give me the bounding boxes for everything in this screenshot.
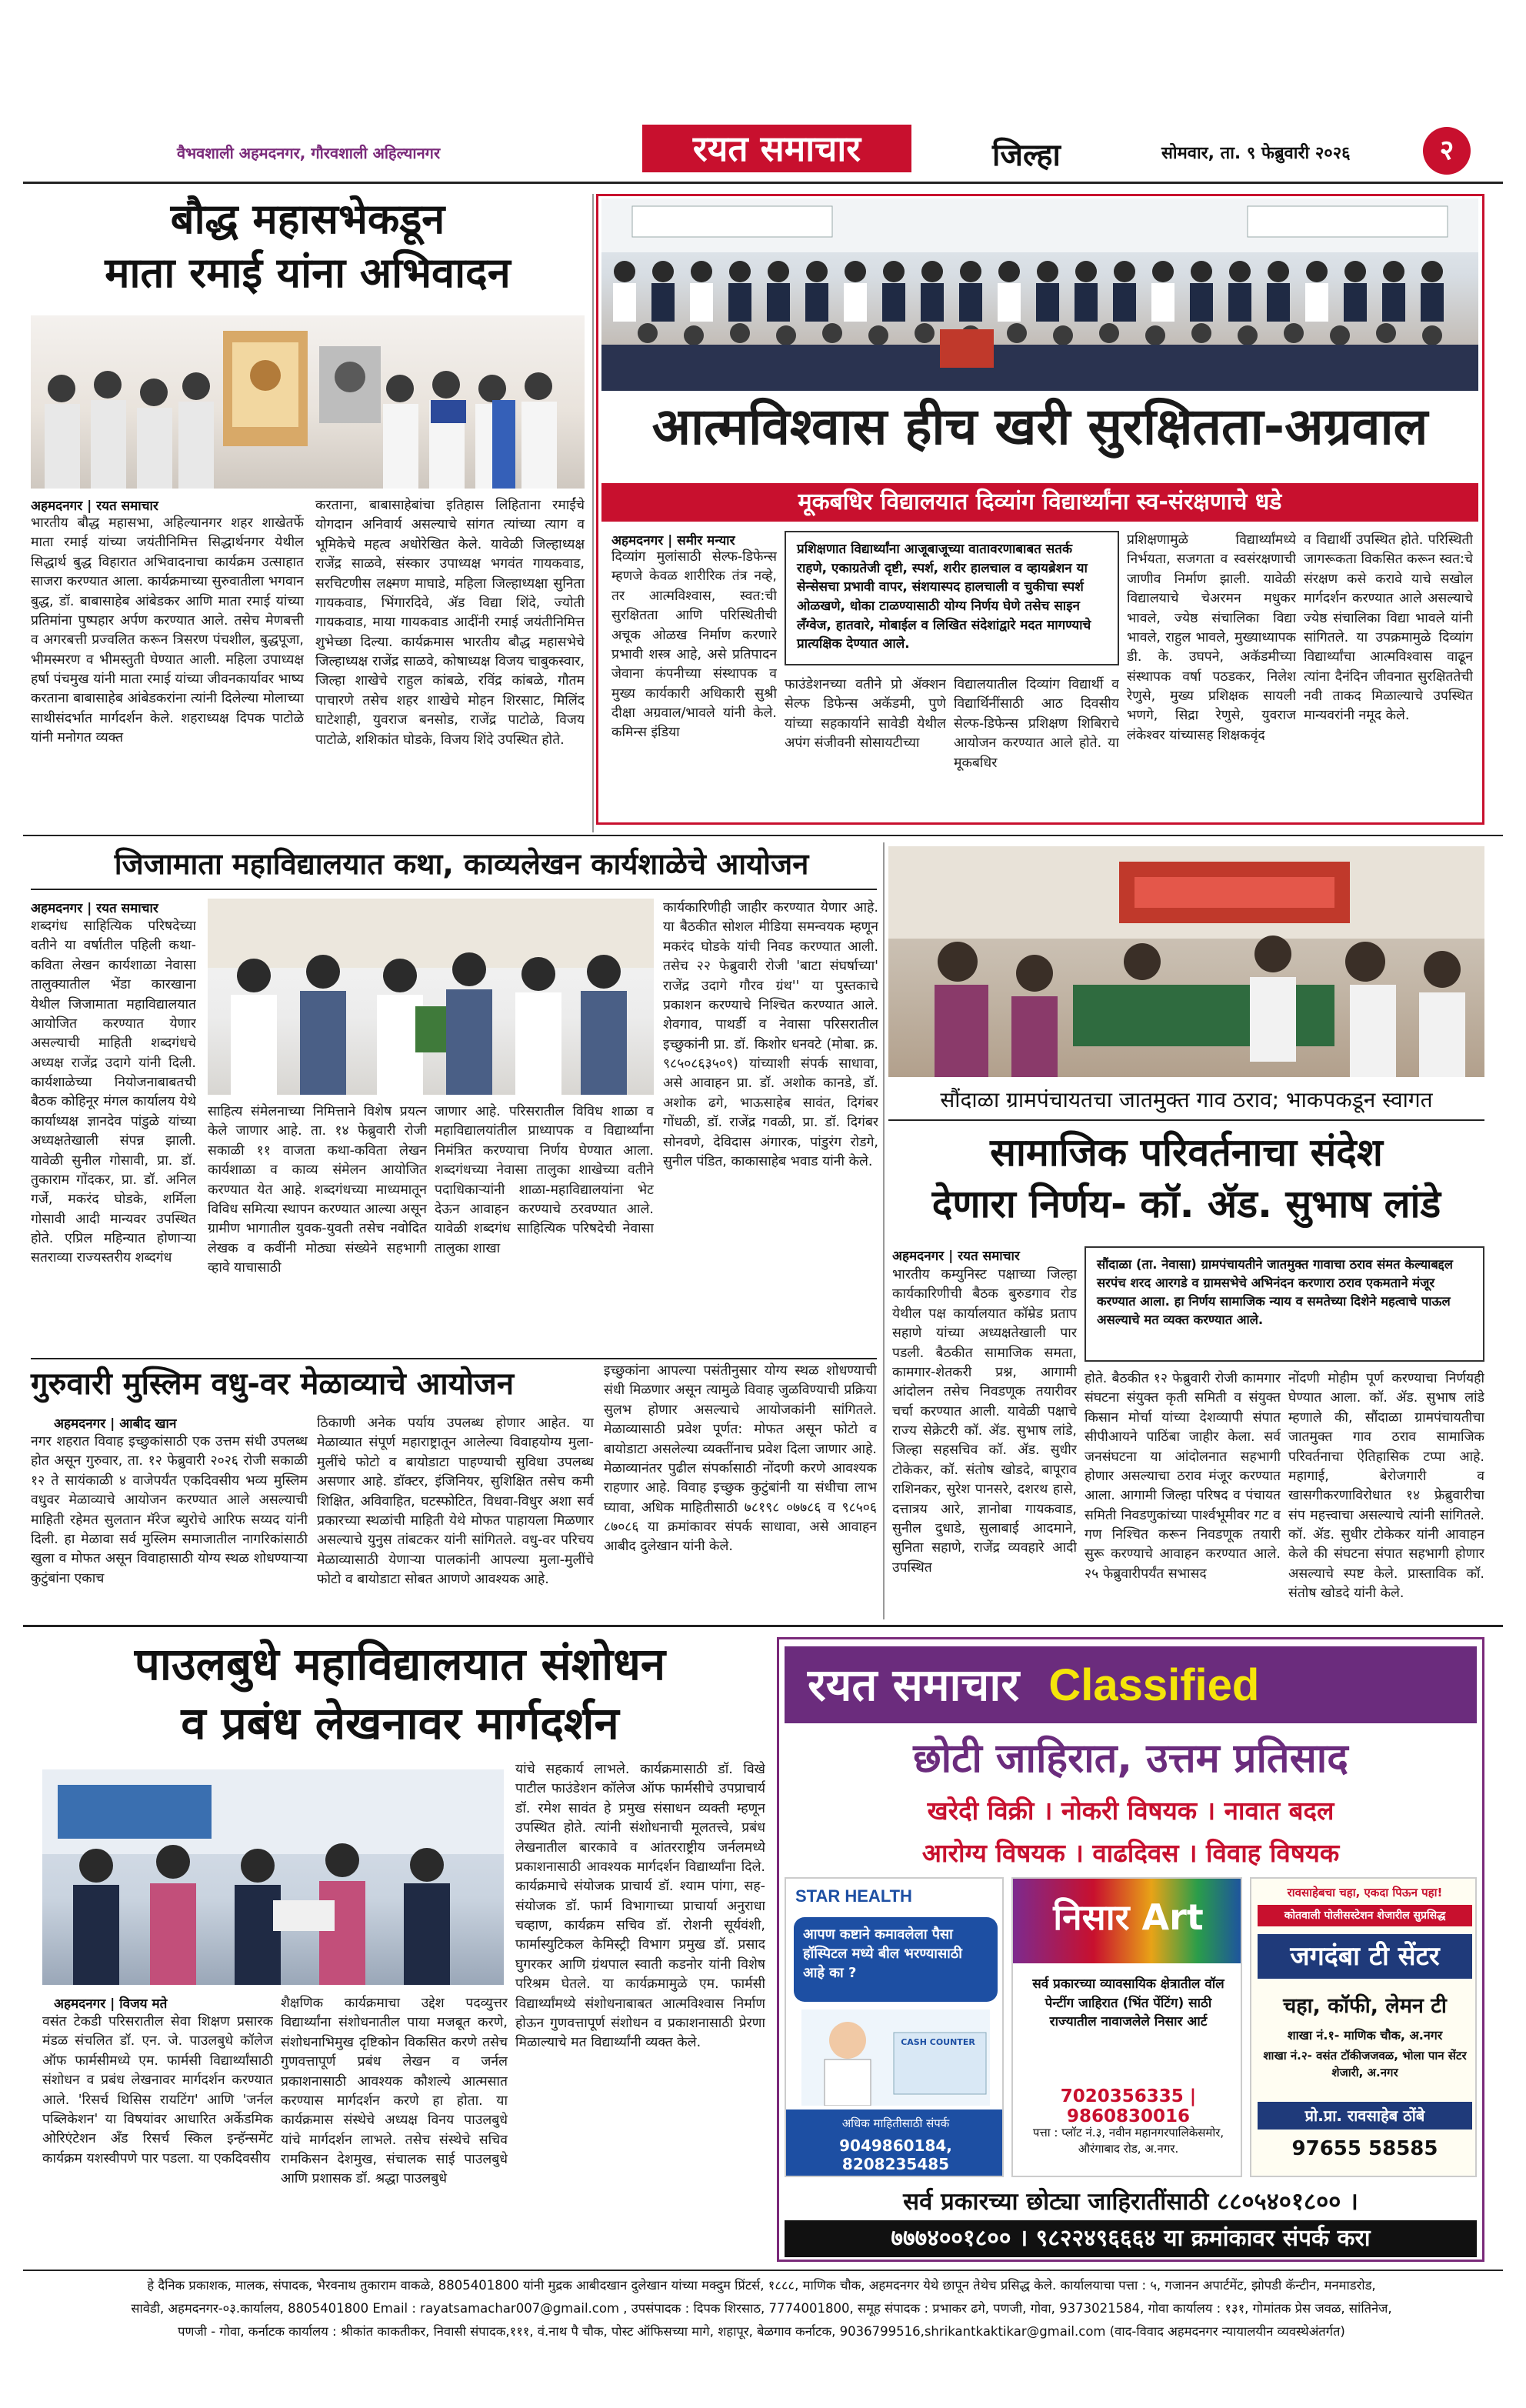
ad1-contact-label: अधिक माहितीसाठी संपर्क — [841, 2116, 950, 2130]
story2-photo-illustration — [601, 198, 1478, 391]
story1-photo — [31, 315, 585, 489]
ad1-illustration — [801, 2009, 990, 2106]
story2-column-4: प्रशिक्षणामुळे विद्यार्थ्यांमध्ये निर्भयता, सजगता व स्वसंरक्षणाची जाणीव निर्माण झाली. यावेळी विद्यालयाचे चेअरमन मधुकर भावले, ज्येष्ठ संचालिका विद्या भावले, राहुल भावले, मुख्याध्यापक डी. के. उघपने, अकॅडमीच्या संस्थापक वर्षा पठडकर, निलेश रेणुसे, मुख्य प्रशिक्षक सायली भणगे, सिद्रा रेणुसे, युवराज लंकेश्वर यांच्यासह शिक्षकवृंद — [1127, 532, 1296, 743]
story1-headline-line1: बौद्ध महासभेकडून — [170, 195, 445, 243]
ad3-title: जगदंबा टी सेंटर — [1258, 1934, 1472, 1979]
story3-photo-illustration — [208, 899, 654, 1095]
masthead-rule — [23, 182, 1503, 184]
story5-column-2: ठिकाणी अनेक पर्याय उपलब्ध होणार आहेत. या मेळाव्यात संपूर्ण महाराष्ट्रातून आलेल्या विवाहयोग्य मुला-मुलींचे फोटो व बायोडाटा पाहण्याची सुविधा उपलब्ध असणार आहे. डॉक्टर, इंजिनियर, सुशिक्षित तसेच कमी शिक्षित, अविवाहित, घटस्फोटित, विधवा-विधुर अशा सर्व प्रकारच्या स्थळांची माहिती येथे मोफत पाहायला मिळणार असल्याचे युनुस तांबटकर यांनी सांगितले. वधु-वर परिचय मेळाव्यासाठी येणाऱ्या पालकांनी आपल्या मुला-मुलींचे फोटो व बायोडाटा सोबत आणणे आवश्यक आहे. — [317, 1416, 594, 1587]
story6-headline-line1: पाउलबुधे महाविद्यालयात संशोधन — [134, 1638, 666, 1690]
story4-column-2: होते. बैठकीत १२ फेब्रुवारी रोजी कामगार संघटना संयुक्त कृती समिती व संयुक्त किसान मोर्चा यांच्या देशव्यापी संपात सीपीआयने पाठिंबा जाहीर केला. सर्व जनसंघटना या आंदोलनात सहभागी होणार असल्याचा ठराव मंजूर करण्यात आला. आगामी जिल्हा परिषद व पंचायत समिती निवडणुकांच्या पार्श्वभूमीवर गट व गण निश्चित करून निवडणूक तयारी सुरू करण्याचे आवाहन करण्यात आले. २५ फेब्रुवारीपर्यंत सभासद — [1085, 1371, 1281, 1582]
story1-headline-line2: माता रमाई यांना अभिवादन — [105, 248, 511, 297]
classified-title-right: Classified — [1048, 1660, 1260, 1710]
classified-categories-row2: आरोग्य विषयक । वाढदिवस । विवाह विषयक — [921, 1838, 1340, 1868]
story4-photo — [888, 846, 1484, 1077]
ad-jagdamba-tea — [1250, 1877, 1477, 2177]
story1-column-1: भारतीय बौद्ध महासभा, अहिल्यानगर शहर शाखेतर्फे माता रमाई यांच्या जयंतीनिमित्त सिद्धार्थनगर येथील सिद्धार्थ बुद्ध विहारात अभिवादनाचा कार्यक्रम उत्साहात साजरा करण्यात आला. कार्यक्रमाच्या सुरुवातीला भगवान बुद्ध, डॉ. बाबासाहेब आंबेडकर आणि माता रमाई यांच्या प्रतिमांना पुष्पहार अर्पण करण्यात आले. तसेच मेणबत्ती व अगरबत्ती प्रज्वलित करून त्रिसरण पंचशील, बुद्धपूजा, भीमस्मरण व भीमस्तुती घेण्यात आली. महिला उपाध्यक्ष हर्षा पंचमुख यांनी माता रमाई यांच्या जीवनकार्यावर भाष्य करताना बाबासाहेब आंबेडकरांना त्यांनी दिलेल्या मोलाच्या साथीसंदर्भात मार्गदर्शन केले. शहराध्यक्ष दिपक पाटोळे यांनी मनोगत व्यक्त — [31, 515, 304, 746]
story6-photo — [42, 1769, 504, 1985]
story6-photo-illustration — [42, 1769, 504, 1985]
story4-byline: अहमदनगर | रयत समाचार — [892, 1249, 1020, 1264]
story2-byline: अहमदनगर | समीर मन्यार — [611, 533, 735, 549]
story2-pull-quote: प्रशिक्षणात विद्यार्थ्यांना आजूबाजूच्या वातावरणाबाबत सतर्क राहणे, एकाग्रतेजी दृष्टी, स्पर्श, शरीर हालचाल व व्हायब्रेशन या सेन्सेसचा प्रभावी वापर, संशयास्पद हालचाली व चुकीचा स्पर्श ओळखणे, धोका टाळण्यासाठी योग्य निर्णय घेणे तसेच साइन लँग्वेज, हातवारे, मोबाईल व लिखित संदेशांद्वारे मदत मागण्याचे प्रात्यक्षिक देण्यात आले. — [785, 531, 1119, 665]
ad3-tagline: रावसाहेबचा चहा, एकदा पिऊन पहा! — [1287, 1886, 1443, 1899]
story4-photo-caption: सौंदाळा ग्रामपंचायतचा जातमुक्त गाव ठराव; भाकपकडून स्वागत — [940, 1087, 1433, 1112]
story3-photo — [208, 899, 654, 1095]
classified-contact-line2: ७७७४००१८०० । ९८२२४९६६६४ या क्रमांकावर संपर्क करा — [785, 2220, 1477, 2257]
masthead-date: सोमवार, ता. ९ फेब्रुवारी २०२६ — [1161, 144, 1351, 163]
story6-column-3: यांचे सहकार्य लाभले. कार्यक्रमासाठी डॉ. विखे पाटील फाउंडेशन कॉलेज ऑफ फार्मसीचे उपप्राचार्य डॉ. रमेश सावंत हे प्रमुख संसाधन व्यक्ती म्हणून उपस्थित होते. त्यांनी संशोधनाची मूलतत्त्वे, प्रबंध लेखनातील बारकावे व आंतरराष्ट्रीय जर्नलमध्ये प्रकाशनासाठी आवश्यक मार्गदर्शन विद्यार्थ्यांना दिले. कार्यक्रमाचे संयोजक प्राचार्य डॉ. श्याम पांगा, सह-संयोजक डॉ. फार्म विभागाच्या प्राचार्या अनुराधा चव्हाण, कार्यक्रम सचिव डॉ. रोशनी सूर्यवंशी, फार्मास्युटिकल केमिस्ट्री विभाग प्रमुख डॉ. प्रसाद घुगरकर आणि ग्रंथपाल स्वाती कडनोर यांनी विशेष परिश्रम घेतले. या कार्यक्रमामुळे एम. फार्मसी विद्यार्थ्यांमध्ये संशोधनाबाबत आत्मविश्वास निर्माण होऊन गुणवत्तापूर्ण संशोधन व प्रकाशनासाठी प्रेरणा मिळाल्याचे मत विद्यार्थ्यांनी व्यक्त केले. — [515, 1762, 765, 2051]
ad-star-health — [785, 1877, 1004, 2177]
ad3-phone: 97655 58585 — [1291, 2137, 1438, 2160]
ad3-branch2: शाखा नं.२- वसंत टॉकीजजवळ, भोला पान सेंटर शेजारी, अ.नगर — [1263, 2049, 1467, 2079]
ad1-contact-strip — [786, 2110, 1004, 2177]
masthead-title: रयत समाचार — [642, 125, 911, 172]
ad2-description: सर्व प्रकारच्या व्यावसायिक क्षेत्रातील वॉल पेन्टींग जाहिरात (भिंत पेंटिंग) साठी राज्यातील नावाजलेले निसार आर्ट — [1032, 1976, 1224, 2030]
ad-nisar-art — [1011, 1877, 1242, 2177]
story2-column-1: दिव्यांग मुलांसाठी सेल्फ-डिफेन्स म्हणजे केवळ शारीरिक तंत्र नव्हे, तर आत्मविश्वास, स्वत:ची सुरक्षितता आणि परिस्थितीची अचूक ओळख निर्माण करणारे प्रभावी शस्त्र आहे, असे प्रतिपादन जेवाना कंपनीच्या संस्थापक व मुख्य कार्यकारी अधिकारी सुश्री दीक्षा अग्रवाल/भावले यांनी केले. कमिन्स इंडिया — [611, 549, 777, 741]
story6-column-2: शैक्षणिक कार्यक्रमाचा उद्देश पदव्युत्तर विद्यार्थ्यांना संशोधनातील पाया मजबूत करणे, संशोधनाभिमुख दृष्टिकोन विकसित करणे तसेच गुणवत्तापूर्ण प्रबंध लेखन व जर्नल प्रकाशनासाठी आवश्यक कौशल्ये आत्मसात करण्यास मार्गदर्शन करणे हा होता. या कार्यक्रमास संस्थेचे अध्यक्ष विनय पाउलबुधे यांचे मार्गदर्शन लाभले. तसेच संस्थेचे सचिव रामकिसन देशमुख, संचालक साई पाउलबुधे आणि प्रशासक डॉ. श्रद्धा पाउलबुधे — [281, 1996, 508, 2187]
ad1-counter-label: CASH COUNTER — [901, 2037, 975, 2047]
ad1-brand: STAR HEALTH — [795, 1886, 912, 1906]
rule-5 — [23, 1625, 1503, 1627]
story5-byline: अहमदनगर | आबीद खान — [54, 1416, 177, 1432]
rule-1 — [23, 835, 1503, 836]
story6-byline: अहमदनगर | विजय मते — [54, 1996, 168, 2012]
rule-3 — [888, 1119, 1484, 1121]
story2-column-3: विद्यालयातील दिव्यांग विद्यार्थी व विद्यार्थिनींसाठी आठ दिवसीय सेल्फ-डिफेन्स प्रशिक्षण शिबिराचे आयोजन करण्यात आले होते. या मूकबधिर — [954, 677, 1119, 771]
story2-column-5: व विद्यार्थी उपस्थित होते. परिस्थिती जागरूकता विकसित करून स्वत:चे संरक्षण कसे करावे याचे सखोल मार्गदर्शन करण्यात आले असल्याचे ज्येष्ठ संचालिका विद्या भावले यांनी सांगितले. या उपक्रमामुळे दिव्यांग विद्यार्थ्यांचा आत्मविश्वास वाढून त्यांना दैनंदिन जीवनात सुरक्षिततेची नवी ताकद मिळाल्याचे उपस्थित मान्यवरांनी नमूद केले. — [1304, 532, 1473, 724]
ad2-phones: 7020356335 | 9860830016 — [1060, 2086, 1197, 2126]
column-separator-2 — [883, 842, 885, 1619]
ad2-address: पत्ता : प्लॉट नं.३, नवीन महानगरपालिकेसमोर, औरंगाबाद रोड, अ.नगर. — [1032, 2126, 1224, 2156]
ad1-speech-bubble: आपण कष्टाने कमावलेला पैसा हॉस्पिटल मध्ये बील भरण्यासाठी आहे का ? — [794, 1917, 998, 2002]
story1-photo-illustration — [31, 315, 585, 489]
story1-byline: अहमदनगर | रयत समाचार — [31, 499, 158, 514]
footer-imprint-line3: पणजी - गोवा, कर्नाटक कार्यालय : श्रीकांत काकतीकर, निवासी संपादक,१११, वं.नाथ पै चौक, पोस्ट ऑफिसच्या मागे, शहापूर, बेळगाव कर्नाटक, 9036799516,shrikantkaktikar@gmail.com (वाद-विवाद अहमदनगर न्यायालयीन व्यवस्थेअंतर्गत) — [178, 2324, 1345, 2339]
ad2-brand: निसार Art — [1053, 1896, 1204, 1938]
footer-imprint-line2: सावेडी, अहमदनगर-०३.कार्यालय, 8805401800 Email : rayatsamachar007@gmail.com , उपसंपादक : दिपक शिरसाठ, 7774001800, समूह संपादक : प्रभाकर ढगे, पणजी, गोवा, 9373021584, गोवा कार्यालय : १३१, गोमांतक प्रेस जवळ, सांतिनेज, — [131, 2301, 1392, 2316]
classified-header — [785, 1646, 1477, 1723]
story4-column-1: भारतीय कम्युनिस्ट पक्षाच्या जिल्हा कार्यकारिणीची बैठक बुरुडगाव रोड येथील पक्ष कार्यालयात कॉम्रेड प्रताप सहाणे यांच्या अध्यक्षतेखाली पार पडली. बैठकीत सामाजिक समता, कामगार-शेतकरी प्रश्न, आगामी आंदोलन तसेच निवडणूक तयारीवर चर्चा करण्यात आली. यावेळी पक्षाचे राज्य सेक्रेटरी कॉ. ॲड. सुभाष लांडे, जिल्हा सहसचिव कॉ. ॲड. सुधीर टोकेकर, कॉ. संतोष खोडदे, बापूराव राशिनकर, सुरेश पानसरे, दशरथ हासे, दत्तात्रय आरे, ज्ञानोबा गायकवाड, सुनील दुधाडे, सुलाबाई आदमाने, सुनिता सहाणे, राजेंद्र व्यवहारे आदी उपस्थित — [892, 1267, 1077, 1576]
story4-headline-line2: देणारा निर्णय- कॉ. ॲड. सुभाष लांडे — [931, 1182, 1441, 1226]
story4-pull-quote: सौंदाळा (ता. नेवासा) ग्रामपंचायतीने जातमुक्त गावाचा ठराव संमत केल्याबद्दल सरपंच शरद आरगडे व ग्रामसभेचे अभिनंदन करणारा ठराव एकमताने मंजूर करण्यात आला. हा निर्णय सामाजिक न्याय व समतेच्या दिशेने महत्वाचे पाऊल असल्याचे मत व्यक्त करण्यात आले. — [1085, 1246, 1484, 1362]
story3-byline: अहमदनगर | रयत समाचार — [31, 901, 158, 916]
classified-subtitle: छोटी जाहिरात, उत्तम प्रतिसाद — [913, 1736, 1348, 1782]
story1-column-2: करताना, बाबासाहेबांचा इतिहास लिहिताना रमाईंचे योगदान अनिवार्य असल्याचे सांगत त्यांच्या त्याग व भूमिकेचे महत्व अधोरेखित केले. यावेळी जिल्हाध्यक्ष राजेंद्र साळवे, संस्कार उपाध्यक्ष भगवंत गायकवाड, सरचिटणीस लक्ष्मण माघाडे, महिला जिल्हाध्यक्षा सुनिता गायकवाड, भिंगारदिवे, ॲड विद्या शिंदे, ज्योती गायकवाड, माया गायकवाड आदींनी रमाई जयंतीनिमित्त शुभेच्छा दिल्या. कार्यक्रमास भारतीय बौद्ध महासभेचे जिल्हाध्यक्ष राजेंद्र साळवे, कोषाध्यक्ष विजय चाबुकस्वार, जिल्हा शाखेचे राहुल कांबळे, रविंद्र कांबळे, गौतम पाचारणे तसेच शहर शाखेचे मोहन शिरसाट, मिलिंद घाटेशाही, युवराज बनसोड, राजेंद्र पाटोळे, विजय पाटोळे, शशिकांत घोडके, विजय शिंदे उपस्थित होते. — [315, 498, 585, 748]
rule-4 — [31, 1358, 877, 1359]
story3-column-4: कार्यकारिणीही जाहीर करण्यात येणार आहे. या बैठकीत सोशल मीडिया समन्वयक म्हणून मकरंद घोडके यांची निवड करण्यात आली. तसेच २२ फेब्रुवारी रोजी 'बाटा संघर्षाच्या' राजेंद्र उदागे गौरव ग्रंथ'' या पुस्तकाचे प्रकाशन करण्याचे निश्चित करण्यात आले. शेवगाव, पाथर्डी व नेवासा परिसरातील इच्छुकांनी प्रा. डॉ. किशोर धनवटे (मोबा. क्र. ९८५०८६३५०९) यांच्याशी संपर्क साधावा, असे आवाहन प्रा. डॉ. अशोक कानडे, डॉ. अशोक ढगे, भाऊसाहेब सावंत, दिगंबर गोंधळी, डॉ. राजेंद्र गवळी, प्रा. डॉ. दिगंबर सोनवणे, देविदास अंगारक, पांडुरंग रोडगे, सुनील पंडित, काकासाहेब भवाड यांनी केले. — [663, 900, 878, 1169]
story6-column-1: वसंत टेकडी परिसरातील सेवा शिक्षण प्रसारक मंडळ संचलित डॉ. एन. जे. पाउलबुधे कॉलेज ऑफ फार्मसीमध्ये एम. फार्मसी विद्यार्थ्यांसाठी संशोधन व प्रबंध लेखनावर मार्गदर्शन करण्यात आले. 'रिसर्च थिसिस रायटिंग' आणि 'जर्नल पब्लिकेशन' या विषयांवर आधारित अर्केडमिक ओरिएंटेशन अँड रिसर्च स्किल इन्हॅन्समेंट कार्यक्रम यशस्वीपणे पार पडला. या एकदिवसीय — [42, 2014, 273, 2166]
masthead-tagline: वैभवशाली अहमदनगर, गौरवशाली अहिल्यानगर — [177, 144, 441, 162]
story4-photo-illustration — [888, 846, 1484, 1077]
page-number: २ — [1423, 127, 1471, 175]
story3-headline: जिजामाता महाविद्यालयात कथा, काव्यलेखन कार्यशाळेचे आयोजन — [114, 847, 809, 881]
story2-headline: आत्मविश्वास हीच खरी सुरक्षितता-अग्रवाल — [651, 397, 1428, 456]
ad3-subtag: कोतवाली पोलीसस्टेशन शेजारील सुप्रसिद्ध — [1258, 1905, 1472, 1926]
story2-photo — [601, 198, 1478, 391]
story6-headline-line2: व प्रबंध लेखनावर मार्गदर्शन — [181, 1697, 619, 1749]
story5-column-3: इच्छुकांना आपल्या पसंतीनुसार योग्य स्थळ शोधण्याची संधी मिळणार असून त्यामुळे विवाह जुळविण्याची प्रक्रिया सुलभ होणार असल्याचे आयोजकांनी सांगितले. मेळाव्यासाठी प्रवेश पूर्णत: मोफत असून फोटो व बायोडाटा असलेल्या व्यक्तींनाच प्रवेश दिला जाणार आहे. मेळाव्यानंतर पुढील संपर्कासाठी नोंदणी करणे आवश्यक राहणार आहे. विवाह इच्छुक कुटुंबांनी या संधीचा लाभ घ्यावा, अधिक माहितीसाठी ७८१९८ ०७७८६ व ९८५०६ ८७०८६ या क्रमांकावर संपर्क साधावा, असे आवाहन आबीद दुलेखान यांनी केले. — [604, 1363, 877, 1555]
footer-imprint-line1: हे दैनिक प्रकाशक, मालक, संपादक, भैरवनाथ तुकाराम वाकळे, 8805401800 यांनी मुद्रक आबीदखान दुलेखान यांच्या मक्दुम प्रिंटर्स, १८८८, माणिक चौक, अहमदनगर येथे छापून तेथेच प्रसिद्ध केले. कार्यालयाचा पत्ता : ५, गजानन अपार्टमेंट, झोपडी कॅन्टीन, मनमाडरोड, — [147, 2278, 1376, 2293]
ad3-branch1: शाखा नं.१- माणिक चौक, अ.नगर — [1287, 2028, 1443, 2043]
story2-column-2: फाउंडेशनच्या वतीने प्रो ॲक्शन सेल्फ डिफेन्स अकॅडमी, पुणे यांच्या सहकार्याने सावेडी येथील अपंग संजीवनी सोसायटीच्या — [785, 677, 946, 752]
story5-headline: गुरुवारी मुस्लिम वधु-वर मेळाव्याचे आयोजन — [31, 1366, 515, 1402]
ad3-owner: प्रो.प्रा. रावसाहेब ठोंबे — [1258, 2102, 1472, 2130]
ad3-items: चहा, कॉफी, लेमन टी — [1283, 1994, 1447, 2018]
classified-contact-line1: सर्व प्रकारच्या छोट्या जाहिरातींसाठी ८८०५४०१८०० । — [903, 2188, 1358, 2216]
footer-rule — [23, 2270, 1503, 2271]
classified-title-left: रयत समाचार — [808, 1659, 1020, 1711]
story4-headline-line1: सामाजिक परिवर्तनाचा संदेश — [990, 1130, 1383, 1175]
story3-column-2: साहित्य संमेलनाच्या निमित्ताने विशेष प्रयत्न केले जाणार आहे. ता. १४ फेब्रुवारी रोजी सकाळी ११ वाजता कथा-कविता लेखन कार्यशाळा व काव्य संमेलन आयोजित करण्यात येत आहे. शब्दगंधच्या माध्यमातून विविध समित्या स्थापन करण्यात आल्या असून ग्रामीण भागातील युवक-युवती तसेच नवोदित लेखक व कवींनी मोठ्या संख्येने सहभागी व्हावे याचासाठी — [208, 1104, 427, 1276]
story3-column-1: शब्दगंध साहित्यिक परिषदेच्या वतीने या वर्षातील पहिली कथा-कविता लेखन कार्यशाळा नेवासा तालुक्यातील भेंडा कारखाना येथील जिजामाता महाविद्यालयात आयोजित करण्यात येणार असल्याची माहिती शब्दगंधचे अध्यक्ष राजेंद्र उदागे यांनी दिली. कार्यशाळेच्या नियोजनाबाबतची बैठक कोहिनूर मंगल कार्यालय येथे कार्याध्यक्ष ज्ञानदेव पांडुळे यांच्या अध्यक्षतेखाली संपन्न झाली. यावेळी सुनील गोसावी, प्रा. डॉ. तुकाराम गोंदकर, प्रा. डॉ. अनिल गर्जे, मकरंद घोडके, शर्मिला गोसावी आदी मान्यवर उपस्थित होते. एप्रिल महिन्यात होणाऱ्या सतराव्या राज्यस्तरीय शब्दगंध — [31, 919, 196, 1266]
masthead — [0, 0, 1526, 177]
story5-column-1: नगर शहरात विवाह इच्छुकांसाठी एक उत्तम संधी उपलब्ध होत असून गुरुवार, ता. १२ फेब्रुवारी २०२६ रोजी सकाळी १२ ते सायंकाळी ४ वाजेपर्यंत एकदिवसीय भव्य मुस्लिम वधुवर मेळाव्याचे आयोजन करण्यात आले असल्याची माहिती रहेमत सुलतान मॅरेज ब्युरोचे आरिफ सय्यद यांनी दिली. हा मेळावा सर्व मुस्लिम समाजातील नागरिकांसाठी खुला व मोफत असून विवाहासाठी योग्य स्थळ शोधण्याऱ्या कुटुंबांना एकाच — [31, 1434, 308, 1586]
ad1-phones: 9049860184, 8208235485 — [839, 2136, 952, 2173]
masthead-section: जिल्हा — [992, 138, 1061, 173]
column-separator — [592, 194, 594, 832]
story2-subhead: मूकबधिर विद्यालयात दिव्यांग विद्यार्थ्यांना स्व-संरक्षणाचे धडे — [601, 483, 1478, 522]
story3-column-3: जाणार आहे. परिसरातील विविध शाळा व महाविद्यालयांतील प्राध्यापक व विद्यार्थ्यांना निमंत्रित करण्याचा निर्णय घेण्यात आला. शब्दगंधच्या नेवासा तालुका शाखेच्या वतीने पदाधिकाऱ्यांनी शाळा-महाविद्यालयांना भेट देऊन आवाहन करण्याचे ठरवण्यात आले. यावेळी शब्दगंध साहित्यिक परिषदेची नेवासा तालुका शाखा — [435, 1104, 654, 1256]
story4-column-3: नोंदणी मोहीम पूर्ण करण्याचा निर्णयही घेण्यात आला. कॉ. ॲड. सुभाष लांडे म्हणाले की, सौंदाळा ग्रामपंचायतीचा जातमुक्त गाव ठराव सामाजिक परिवर्तनाचा ऐतिहासिक टप्पा आहे. महागाई, बेरोजगारी व खासगीकरणाविरोधात १४ फ्रेब्रुवारीचा संप महत्त्वाचा असल्याचे त्यांनी सांगितले. कॉ. ॲड. सुधीर टोकेकर यांनी आवाहन केले की संघटना संपात सहभागी होणार असल्याचे स्पष्ट केले. प्रास्ताविक कॉ. संतोष खोडदे यांनी केले. — [1288, 1371, 1484, 1602]
rule-2 — [31, 889, 877, 890]
classified-categories-row1: खरेदी विक्री । नोकरी विषयक । नावात बदल — [927, 1796, 1334, 1826]
